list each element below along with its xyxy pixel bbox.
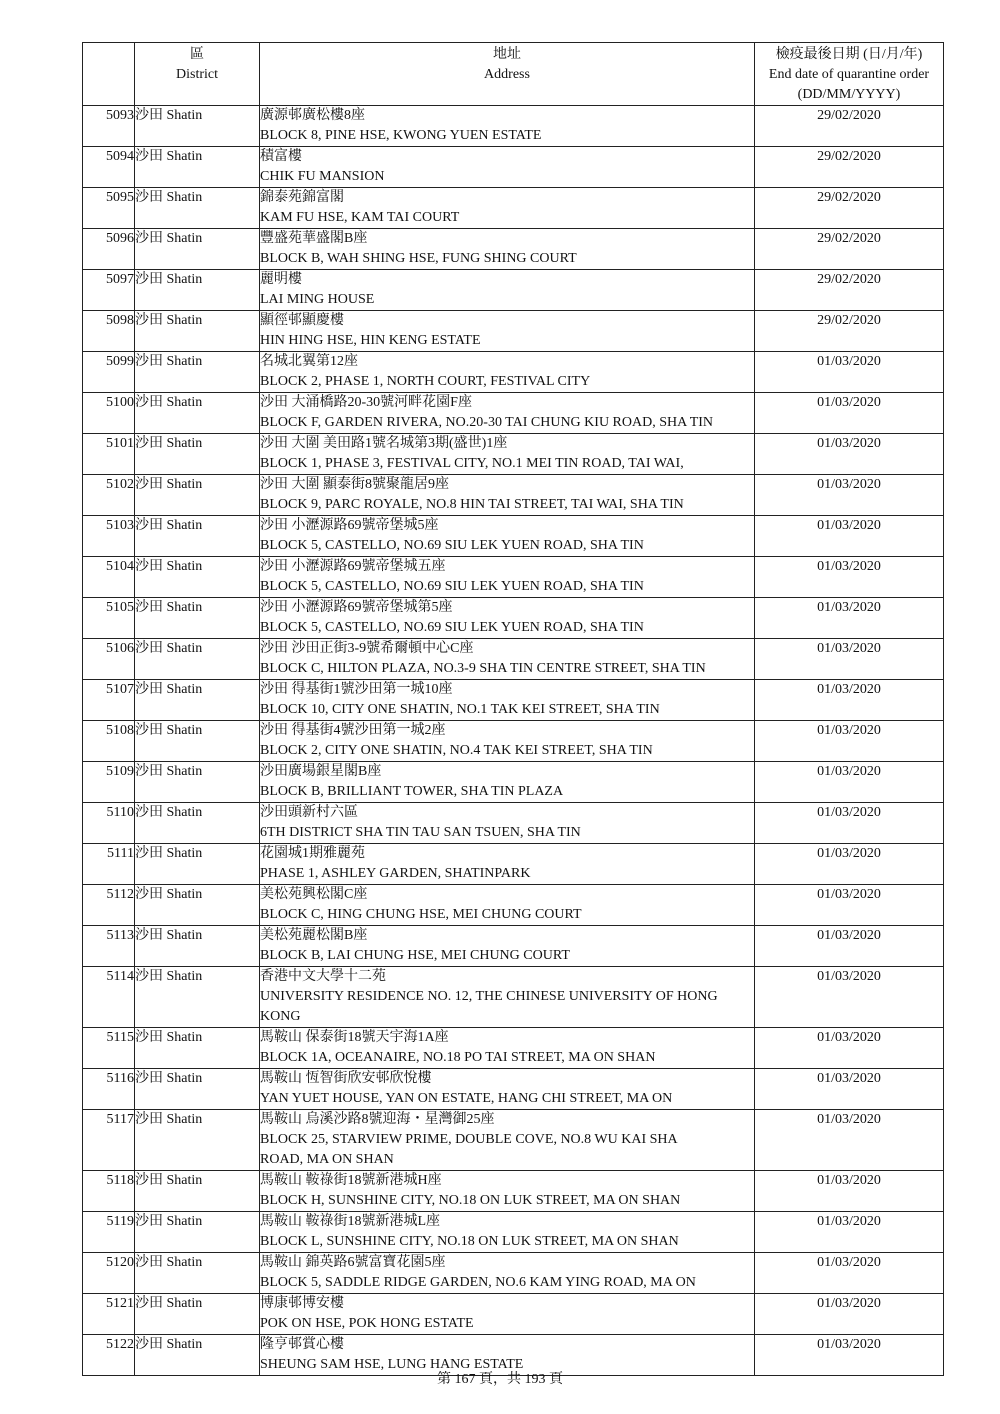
address-zh: 馬鞍山 保泰街18號天宇海1A座 — [260, 1030, 449, 1045]
district-cell: 沙田 Shatin — [135, 926, 260, 967]
end-date-cell: 29/02/2020 — [755, 147, 944, 188]
header-address-zh: 地址 — [493, 47, 521, 62]
header-address-en: Address — [484, 67, 530, 82]
address-cell — [260, 1212, 755, 1253]
district-cell: 沙田 Shatin — [135, 598, 260, 639]
header-district — [135, 43, 260, 106]
address-en: BLOCK B, WAH SHING HSE, FUNG SHING COURT — [260, 251, 577, 266]
row-number: 5111 — [83, 844, 135, 885]
end-date-cell: 01/03/2020 — [755, 967, 944, 1028]
table-row — [83, 885, 944, 926]
address-zh: 馬鞍山 烏溪沙路8號迎海・星灣御25座 — [260, 1112, 495, 1127]
address-cell — [260, 639, 755, 680]
row-number: 5093 — [83, 106, 135, 147]
district-cell: 沙田 Shatin — [135, 803, 260, 844]
district-cell: 沙田 Shatin — [135, 967, 260, 1028]
address-en: CHIK FU MANSION — [260, 169, 385, 184]
table-row — [83, 967, 944, 1028]
address-cell — [260, 106, 755, 147]
end-date-cell: 01/03/2020 — [755, 639, 944, 680]
table-body — [83, 106, 944, 1376]
district-cell: 沙田 Shatin — [135, 475, 260, 516]
end-date-cell: 01/03/2020 — [755, 1335, 944, 1376]
address-zh: 沙田 大圍 顯泰街8號聚龍居9座 — [260, 477, 449, 492]
address-en: BLOCK H, SUNSHINE CITY, NO.18 ON LUK STREET, MA ON SHAN — [260, 1193, 681, 1208]
address-en-cont: ROAD, MA ON SHAN — [260, 1152, 394, 1167]
row-number: 5117 — [83, 1110, 135, 1171]
row-number: 5100 — [83, 393, 135, 434]
end-date-cell: 29/02/2020 — [755, 106, 944, 147]
row-number: 5109 — [83, 762, 135, 803]
address-cell — [260, 967, 755, 1028]
row-number: 5096 — [83, 229, 135, 270]
table-row — [83, 1110, 944, 1171]
header-address — [260, 43, 755, 106]
end-date-cell: 01/03/2020 — [755, 885, 944, 926]
row-number: 5121 — [83, 1294, 135, 1335]
address-en: SHEUNG SAM HSE, LUNG HANG ESTATE — [260, 1357, 524, 1372]
address-cell — [260, 311, 755, 352]
address-en: BLOCK F, GARDEN RIVERA, NO.20-30 TAI CHUNG KIU ROAD, SHA TIN — [260, 415, 714, 430]
address-cell — [260, 147, 755, 188]
address-cell — [260, 721, 755, 762]
address-zh: 沙田 小瀝源路69號帝堡城第5座 — [260, 600, 453, 615]
row-number: 5094 — [83, 147, 135, 188]
table-row — [83, 147, 944, 188]
address-zh: 豐盛苑華盛閣B座 — [260, 231, 368, 246]
address-cell — [260, 393, 755, 434]
row-number: 5107 — [83, 680, 135, 721]
district-cell: 沙田 Shatin — [135, 270, 260, 311]
district-cell: 沙田 Shatin — [135, 844, 260, 885]
header-end-date — [755, 43, 944, 106]
end-date-cell: 01/03/2020 — [755, 475, 944, 516]
address-en: BLOCK C, HING CHUNG HSE, MEI CHUNG COURT — [260, 907, 582, 922]
address-zh: 沙田 得基街1號沙田第一城10座 — [260, 682, 453, 697]
row-number: 5105 — [83, 598, 135, 639]
table-row — [83, 598, 944, 639]
address-en: HIN HING HSE, HIN KENG ESTATE — [260, 333, 481, 348]
district-cell: 沙田 Shatin — [135, 680, 260, 721]
district-cell: 沙田 Shatin — [135, 885, 260, 926]
address-cell — [260, 926, 755, 967]
address-en: BLOCK B, BRILLIANT TOWER, SHA TIN PLAZA — [260, 784, 564, 799]
address-cell — [260, 762, 755, 803]
table-row — [83, 106, 944, 147]
end-date-cell: 01/03/2020 — [755, 1110, 944, 1171]
address-zh: 隆亨邨賞心樓 — [260, 1337, 344, 1352]
address-zh: 沙田 小瀝源路69號帝堡城5座 — [260, 518, 439, 533]
end-date-cell: 01/03/2020 — [755, 803, 944, 844]
end-date-cell: 29/02/2020 — [755, 270, 944, 311]
end-date-cell: 01/03/2020 — [755, 762, 944, 803]
row-number: 5104 — [83, 557, 135, 598]
address-zh: 沙田 大涌橋路20-30號河畔花園F座 — [260, 395, 472, 410]
address-en: 6TH DISTRICT SHA TIN TAU SAN TSUEN, SHA TIN — [260, 825, 581, 840]
address-en: BLOCK 5, CASTELLO, NO.69 SIU LEK YUEN ROAD, SHA TIN — [260, 579, 644, 594]
table-row — [83, 1294, 944, 1335]
table-row — [83, 557, 944, 598]
row-number: 5115 — [83, 1028, 135, 1069]
table-row — [83, 803, 944, 844]
address-cell — [260, 1028, 755, 1069]
table-row — [83, 1171, 944, 1212]
end-date-cell: 01/03/2020 — [755, 1253, 944, 1294]
address-en: BLOCK 5, CASTELLO, NO.69 SIU LEK YUEN ROAD, SHA TIN — [260, 620, 644, 635]
end-date-cell: 01/03/2020 — [755, 393, 944, 434]
end-date-cell: 01/03/2020 — [755, 1171, 944, 1212]
address-en: YAN YUET HOUSE, YAN ON ESTATE, HANG CHI STREET, MA ON — [260, 1091, 673, 1106]
table-row — [83, 721, 944, 762]
table-row — [83, 926, 944, 967]
address-cell — [260, 475, 755, 516]
table-row — [83, 434, 944, 475]
header-district-en: District — [176, 67, 218, 82]
address-en: BLOCK 1, PHASE 3, FESTIVAL CITY, NO.1 MEI TIN ROAD, TAI WAI, — [260, 456, 684, 471]
address-zh: 馬鞍山 錦英路6號富寶花園5座 — [260, 1255, 446, 1270]
row-number: 5116 — [83, 1069, 135, 1110]
address-zh: 沙田 大圍 美田路1號名城第3期(盛世)1座 — [260, 436, 508, 451]
row-number: 5108 — [83, 721, 135, 762]
row-number: 5118 — [83, 1171, 135, 1212]
address-en-cont: KONG — [260, 1009, 301, 1024]
address-cell — [260, 1110, 755, 1171]
end-date-cell: 01/03/2020 — [755, 516, 944, 557]
end-date-cell: 01/03/2020 — [755, 680, 944, 721]
address-cell — [260, 885, 755, 926]
address-cell — [260, 270, 755, 311]
address-zh: 馬鞍山 恆智街欣安邨欣悅樓 — [260, 1071, 432, 1086]
address-en: BLOCK 1A, OCEANAIRE, NO.18 PO TAI STREET, MA ON SHAN — [260, 1050, 656, 1065]
address-en: BLOCK 25, STARVIEW PRIME, DOUBLE COVE, NO.8 WU KAI SHA — [260, 1132, 678, 1147]
table-header — [83, 43, 944, 106]
table-row — [83, 1069, 944, 1110]
address-zh: 顯徑邨顯慶樓 — [260, 313, 344, 328]
address-cell — [260, 803, 755, 844]
table-row — [83, 393, 944, 434]
row-number: 5110 — [83, 803, 135, 844]
address-cell — [260, 844, 755, 885]
table-row — [83, 1253, 944, 1294]
end-date-cell: 01/03/2020 — [755, 352, 944, 393]
end-date-cell: 29/02/2020 — [755, 229, 944, 270]
row-number: 5112 — [83, 885, 135, 926]
district-cell: 沙田 Shatin — [135, 1069, 260, 1110]
address-zh: 馬鞍山 鞍祿街18號新港城L座 — [260, 1214, 441, 1229]
address-cell — [260, 229, 755, 270]
district-cell: 沙田 Shatin — [135, 721, 260, 762]
row-number: 5113 — [83, 926, 135, 967]
district-cell: 沙田 Shatin — [135, 106, 260, 147]
row-number: 5095 — [83, 188, 135, 229]
address-zh: 沙田 得基街4號沙田第一城2座 — [260, 723, 446, 738]
table-row — [83, 270, 944, 311]
row-number: 5114 — [83, 967, 135, 1028]
district-cell: 沙田 Shatin — [135, 516, 260, 557]
end-date-cell: 01/03/2020 — [755, 557, 944, 598]
end-date-cell: 01/03/2020 — [755, 1028, 944, 1069]
table-row — [83, 352, 944, 393]
address-en: BLOCK C, HILTON PLAZA, NO.3-9 SHA TIN CENTRE STREET, SHA TIN — [260, 661, 706, 676]
district-cell: 沙田 Shatin — [135, 434, 260, 475]
header-district-zh: 區 — [190, 47, 204, 62]
end-date-cell: 01/03/2020 — [755, 844, 944, 885]
address-zh: 花園城1期雅麗苑 — [260, 846, 365, 861]
end-date-cell: 01/03/2020 — [755, 1069, 944, 1110]
address-en: BLOCK 10, CITY ONE SHATIN, NO.1 TAK KEI STREET, SHA TIN — [260, 702, 660, 717]
table-row — [83, 311, 944, 352]
district-cell: 沙田 Shatin — [135, 352, 260, 393]
end-date-cell: 29/02/2020 — [755, 188, 944, 229]
table-row — [83, 1028, 944, 1069]
table-row — [83, 762, 944, 803]
address-zh: 博康邨博安樓 — [260, 1296, 344, 1311]
header-date-line1: 檢疫最後日期 (日/月/年) — [775, 47, 923, 62]
address-cell — [260, 352, 755, 393]
row-number: 5122 — [83, 1335, 135, 1376]
row-number: 5106 — [83, 639, 135, 680]
address-en: BLOCK B, LAI CHUNG HSE, MEI CHUNG COURT — [260, 948, 570, 963]
table-row — [83, 516, 944, 557]
district-cell: 沙田 Shatin — [135, 762, 260, 803]
address-cell — [260, 598, 755, 639]
table-row — [83, 680, 944, 721]
address-en: BLOCK 2, PHASE 1, NORTH COURT, FESTIVAL CITY — [260, 374, 591, 389]
address-cell — [260, 1069, 755, 1110]
address-cell — [260, 557, 755, 598]
address-zh: 廣源邨廣松樓8座 — [260, 108, 365, 123]
address-zh: 美松苑麗松閣B座 — [260, 928, 368, 943]
address-cell — [260, 434, 755, 475]
district-cell: 沙田 Shatin — [135, 188, 260, 229]
table-row — [83, 475, 944, 516]
row-number: 5099 — [83, 352, 135, 393]
end-date-cell: 01/03/2020 — [755, 926, 944, 967]
address-en: BLOCK 5, CASTELLO, NO.69 SIU LEK YUEN ROAD, SHA TIN — [260, 538, 644, 553]
address-en: UNIVERSITY RESIDENCE NO. 12, THE CHINESE UNIVERSITY OF HONG — [260, 989, 718, 1004]
row-number: 5120 — [83, 1253, 135, 1294]
end-date-cell: 01/03/2020 — [755, 1212, 944, 1253]
district-cell: 沙田 Shatin — [135, 393, 260, 434]
header-date-line2: End date of quarantine order — [768, 67, 930, 82]
address-en: BLOCK 5, SADDLE RIDGE GARDEN, NO.6 KAM YING ROAD, MA ON — [260, 1275, 696, 1290]
district-cell: 沙田 Shatin — [135, 557, 260, 598]
district-cell: 沙田 Shatin — [135, 1335, 260, 1376]
end-date-cell: 01/03/2020 — [755, 1294, 944, 1335]
address-zh: 沙田頭新村六區 — [260, 805, 358, 820]
address-cell — [260, 1294, 755, 1335]
table-row — [83, 1212, 944, 1253]
table-row — [83, 844, 944, 885]
address-cell — [260, 188, 755, 229]
address-zh: 香港中文大學十二苑 — [260, 969, 386, 984]
district-cell: 沙田 Shatin — [135, 229, 260, 270]
district-cell: 沙田 Shatin — [135, 1253, 260, 1294]
address-en: BLOCK 8, PINE HSE, KWONG YUEN ESTATE — [260, 128, 542, 143]
end-date-cell: 01/03/2020 — [755, 434, 944, 475]
address-en: BLOCK 9, PARC ROYALE, NO.8 HIN TAI STREET, TAI WAI, SHA TIN — [260, 497, 684, 512]
row-number: 5102 — [83, 475, 135, 516]
district-cell: 沙田 Shatin — [135, 147, 260, 188]
address-zh: 麗明樓 — [260, 272, 302, 287]
page-footer: 第 167 頁，共 193 頁 — [437, 1372, 563, 1387]
address-zh: 沙田廣場銀星閣B座 — [260, 764, 382, 779]
address-en: LAI MING HOUSE — [260, 292, 375, 307]
district-cell: 沙田 Shatin — [135, 1110, 260, 1171]
address-zh: 名城北翼第12座 — [260, 354, 358, 369]
address-en: BLOCK L, SUNSHINE CITY, NO.18 ON LUK STREET, MA ON SHAN — [260, 1234, 679, 1249]
row-number: 5098 — [83, 311, 135, 352]
address-cell — [260, 516, 755, 557]
address-en: KAM FU HSE, KAM TAI COURT — [260, 210, 460, 225]
district-cell: 沙田 Shatin — [135, 311, 260, 352]
table-row — [83, 229, 944, 270]
address-zh: 美松苑興松閣C座 — [260, 887, 368, 902]
quarantine-table — [82, 42, 944, 1376]
district-cell: 沙田 Shatin — [135, 1294, 260, 1335]
address-cell — [260, 1253, 755, 1294]
end-date-cell: 01/03/2020 — [755, 598, 944, 639]
header-number — [83, 43, 135, 106]
address-zh: 錦泰苑錦富閣 — [260, 190, 344, 205]
address-zh: 馬鞍山 鞍祿街18號新港城H座 — [260, 1173, 442, 1188]
address-zh: 沙田 沙田正街3-9號希爾頓中心C座 — [260, 641, 474, 656]
table-row — [83, 639, 944, 680]
address-en: BLOCK 2, CITY ONE SHATIN, NO.4 TAK KEI STREET, SHA TIN — [260, 743, 653, 758]
header-date-line3: (DD/MM/YYYY) — [797, 87, 901, 102]
address-zh: 沙田 小瀝源路69號帝堡城五座 — [260, 559, 446, 574]
address-cell — [260, 1171, 755, 1212]
row-number: 5101 — [83, 434, 135, 475]
row-number: 5119 — [83, 1212, 135, 1253]
row-number: 5103 — [83, 516, 135, 557]
district-cell: 沙田 Shatin — [135, 1028, 260, 1069]
table-row — [83, 188, 944, 229]
address-zh: 積富樓 — [260, 149, 302, 164]
district-cell: 沙田 Shatin — [135, 1212, 260, 1253]
end-date-cell: 29/02/2020 — [755, 311, 944, 352]
address-en: PHASE 1, ASHLEY GARDEN, SHATINPARK — [260, 866, 531, 881]
address-en: POK ON HSE, POK HONG ESTATE — [260, 1316, 474, 1331]
end-date-cell: 01/03/2020 — [755, 721, 944, 762]
district-cell: 沙田 Shatin — [135, 639, 260, 680]
address-cell — [260, 680, 755, 721]
district-cell: 沙田 Shatin — [135, 1171, 260, 1212]
row-number: 5097 — [83, 270, 135, 311]
